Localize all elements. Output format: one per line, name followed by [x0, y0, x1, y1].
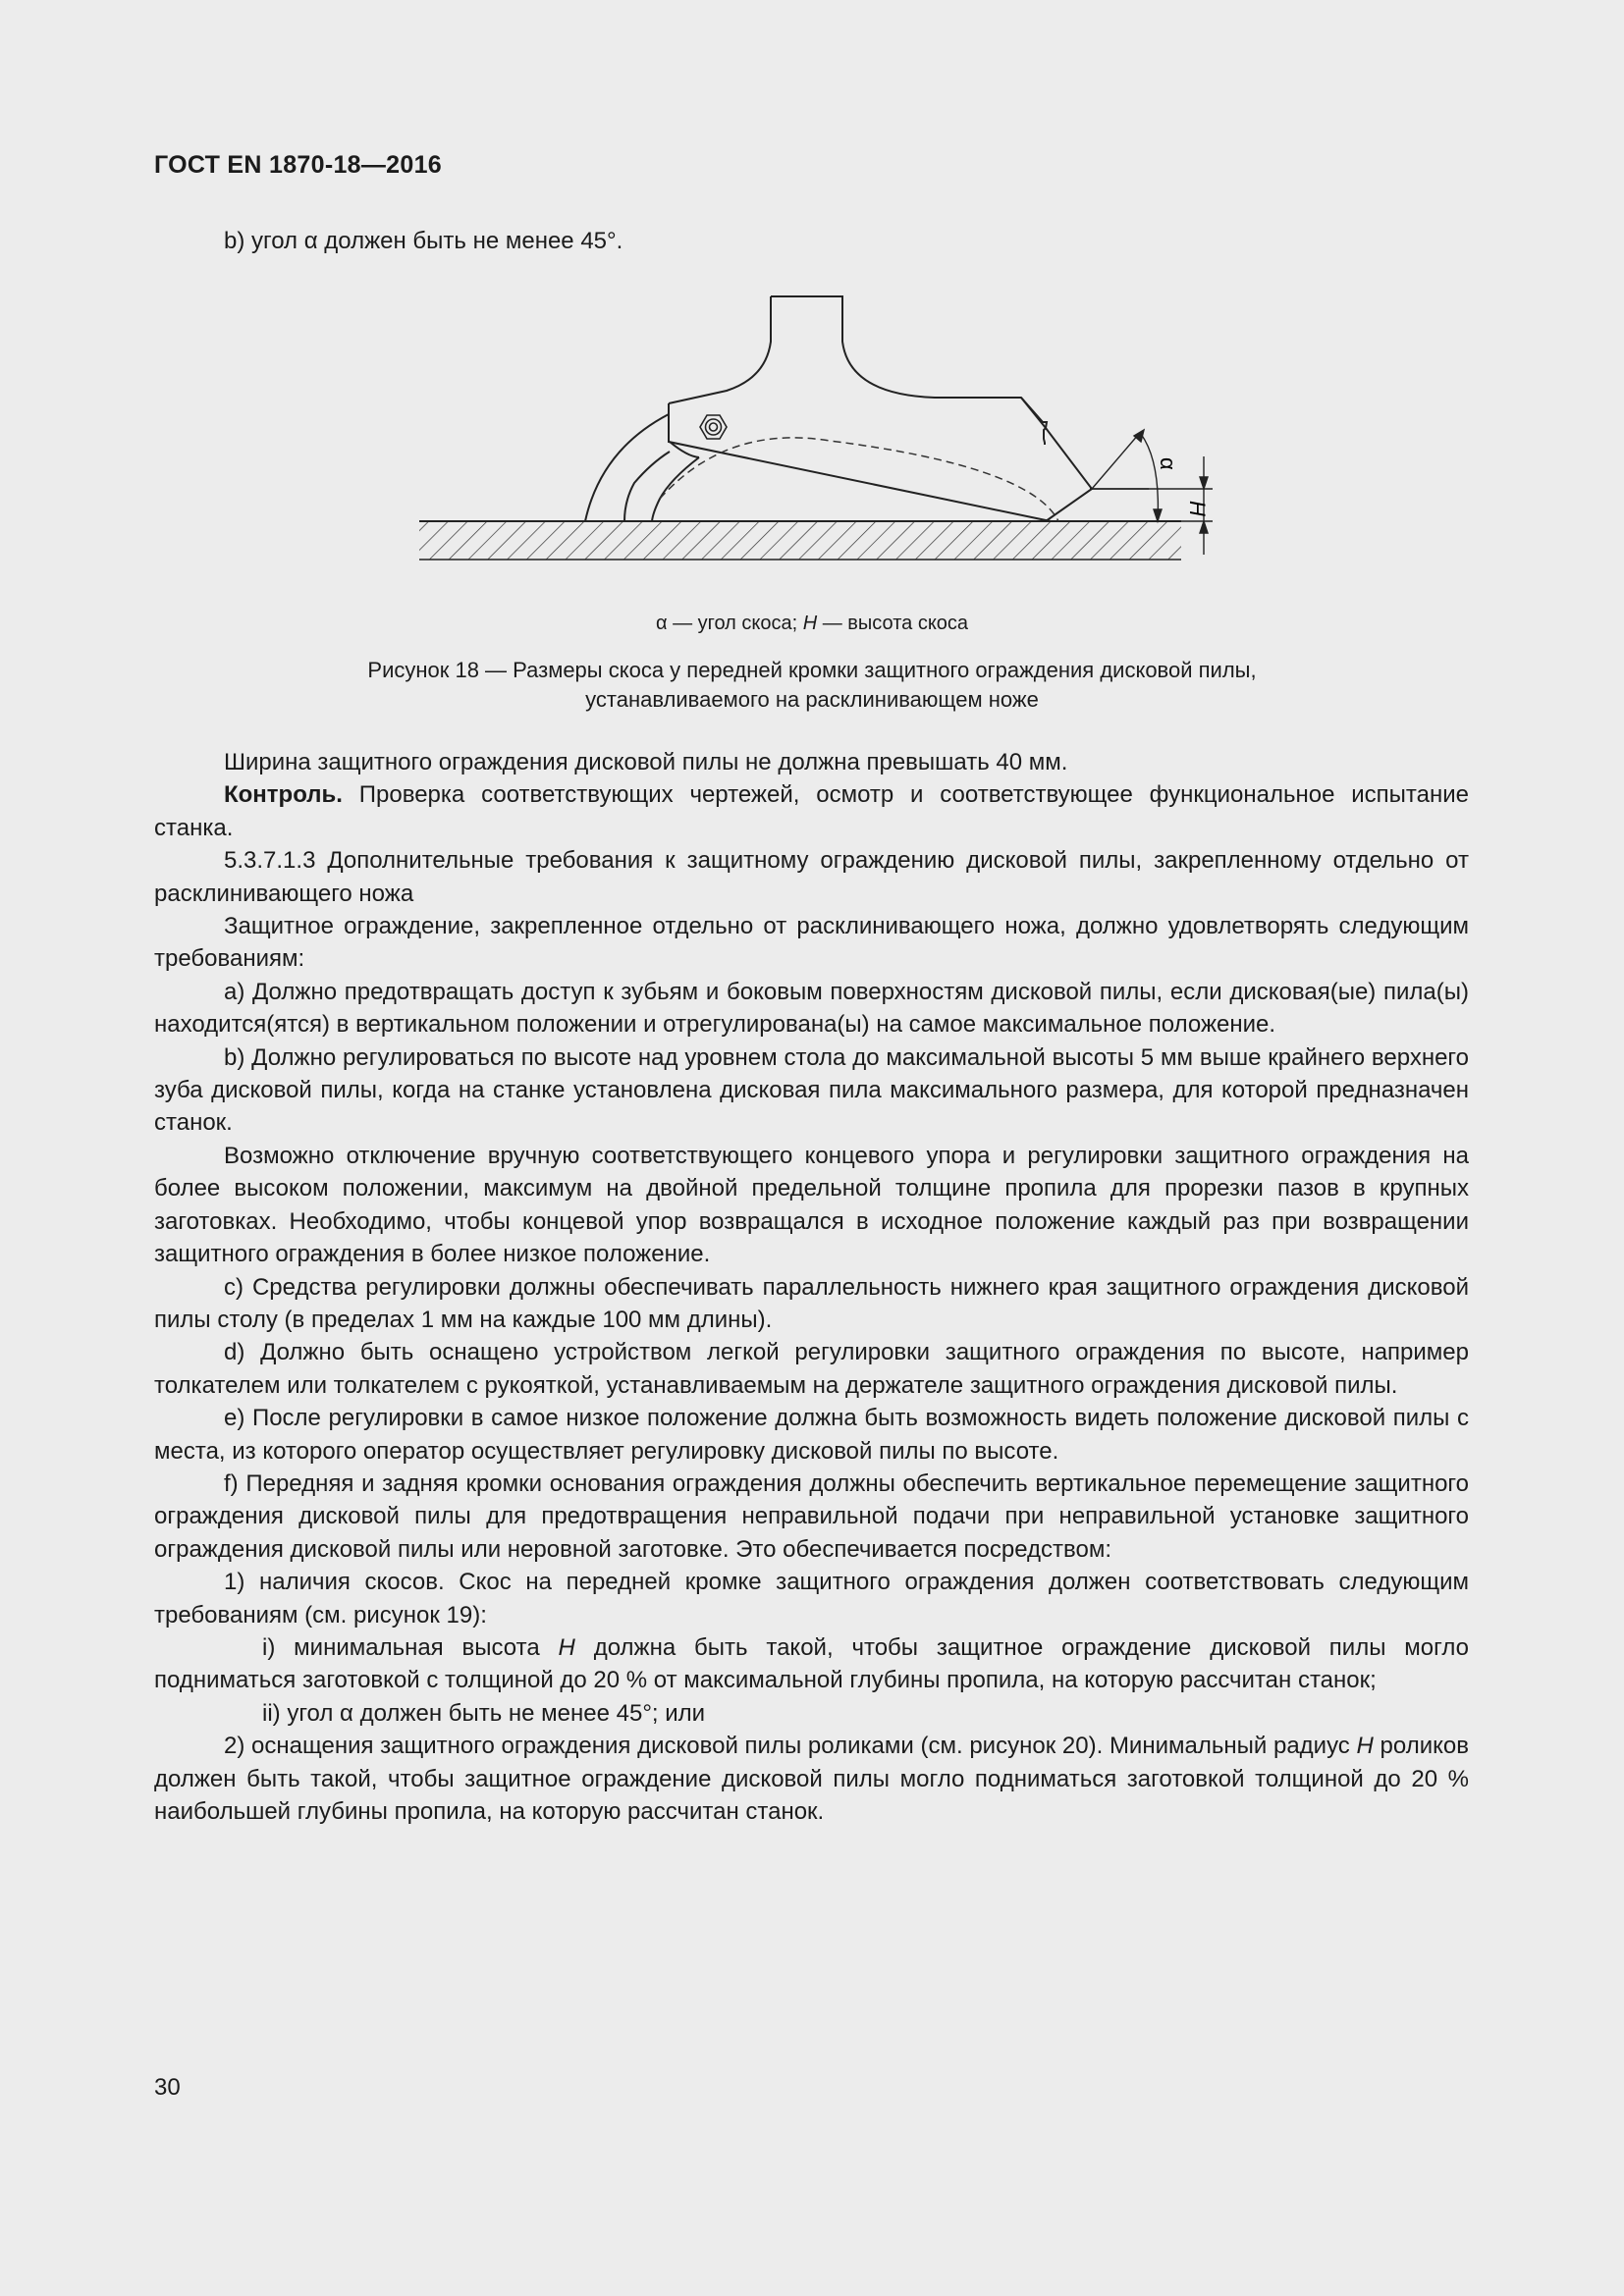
- paragraph: [154, 1631, 1469, 1697]
- p15-text-b: роликов должен быть такой, чтобы защитное ограждение дисковой пилы могло подниматься заготовкой толщиной до 20 % наибольшей глубины пропила, на которую рассчитан станок.: [154, 1733, 1469, 1825]
- figure-caption: [0, 656, 1624, 715]
- document-header: ГОСТ EN 1870-18—2016: [154, 151, 442, 179]
- intro-line: b) угол α должен быть не менее 45°.: [224, 228, 623, 254]
- h-label: H: [1185, 501, 1210, 516]
- figure-legend: [0, 613, 1624, 635]
- legend-h: H: [802, 613, 818, 634]
- paragraph: ii) угол α должен быть не менее 45°; или: [262, 1699, 706, 1727]
- paragraph: [154, 1730, 1469, 1828]
- alpha-label: α: [1156, 457, 1180, 470]
- p13-text-a: i) минимальная высота: [262, 1633, 559, 1661]
- paragraph: Возможно отключение вручную соответствующего концевого упора и регулировки защитного ограждения на более высоком положении, максимум на двойной предельной толщине пропила для прорезки пазов в крупных заготовках. Необходимо, чтобы концевой упор возвращался в исходное положение каждый раз при возвращении защитного ограждения в более низкое положение.: [154, 1142, 1469, 1268]
- saw-guard: [585, 296, 1092, 521]
- table-surface: [419, 521, 1181, 560]
- paragraph: c) Средства регулировки должны обеспечивать параллельность нижнего края защитного ограждения дисковой пилы столу (в пределах 1 мм на каждые 100 мм длины).: [154, 1273, 1469, 1333]
- legend-h-text: — высота скоса: [817, 613, 969, 634]
- guard-bevel-drawing: [393, 285, 1237, 589]
- paragraph: [154, 778, 1469, 844]
- control-text: Проверка соответствующих чертежей, осмотр и соответствующее функциональное испытание станка.: [154, 781, 1469, 841]
- paragraph: 1) наличия скосов. Скос на передней кромке защитного ограждения должен соответствовать следующим требованиям (см. рисунок 19):: [154, 1569, 1469, 1629]
- legend-alpha-text: — угол скоса;: [667, 613, 803, 634]
- paragraph: b) Должно регулироваться по высоте над уровнем стола до максимальной высоты 5 мм выше крайнего верхнего зуба дисковой пилы, когда на станке установлена дисковая пила максимального размера, для которой предназначен станок.: [154, 1043, 1469, 1137]
- p15-text-a: 2) оснащения защитного ограждения дисковой пилы роликами (см. рисунок 20). Минимальный радиус: [224, 1733, 1357, 1760]
- page-number: 30: [154, 2074, 181, 2101]
- paragraph: Ширина защитного ограждения дисковой пилы не должна превышать 40 мм.: [224, 749, 1068, 775]
- paragraph: e) После регулировки в самое низкое положение должна быть возможность видеть положение дисковой пилы с места, из которого оператор осуществляет регулировку дисковой пилы по высоте.: [154, 1405, 1469, 1465]
- paragraph: 5.3.7.1.3 Дополнительные требования к защитному ограждению дисковой пилы, закрепленному отдельно от расклинивающего ножа: [154, 847, 1469, 907]
- caption-line-2: устанавливаемого на расклинивающем ноже: [585, 687, 1039, 712]
- p13-h: H: [558, 1633, 575, 1661]
- figure-18: [393, 285, 1237, 589]
- p15-h: H: [1356, 1733, 1374, 1760]
- saw-blade-outline: [660, 438, 1058, 521]
- caption-line-1: Рисунок 18 — Размеры скоса у передней кромки защитного ограждения дисковой пилы,: [367, 658, 1257, 682]
- legend-alpha: α: [655, 613, 668, 634]
- p13-text-b: должна быть такой, чтобы защитное ограждение дисковой пилы могло подниматься заготовкой с толщиной до 20 % от максимальной глубины пропила, на которую рассчитан станок;: [154, 1633, 1469, 1694]
- control-label: Контроль.: [224, 781, 343, 809]
- paragraph: d) Должно быть оснащено устройством легкой регулировки защитного ограждения по высоте, например толкателем или толкателем с рукояткой, устанавливаемым на держателе защитного ограждения дисковой пилы.: [154, 1339, 1469, 1399]
- nut-icon: [700, 415, 727, 439]
- paragraph: Защитное ограждение, закрепленное отдельно от расклинивающего ножа, должно удовлетворять следующим требованиям:: [154, 913, 1469, 973]
- document-body: [154, 746, 1469, 1828]
- paragraph: f) Передняя и задняя кромки основания ограждения должны обеспечить вертикальное перемещение защитного ограждения дисковой пилы для предотвращения неправильной подачи при неправильной установке защитного ограждения дисковой пилы или неровной заготовке. Это обеспечивается посредством:: [154, 1469, 1469, 1563]
- paragraph: a) Должно предотвращать доступ к зубьям и боковым поверхностям дисковой пилы, если дисковая(ые) пила(ы) находится(ятся) в вертикальном положении и отрегулирована(ы) на самое максимальное положение.: [154, 978, 1469, 1039]
